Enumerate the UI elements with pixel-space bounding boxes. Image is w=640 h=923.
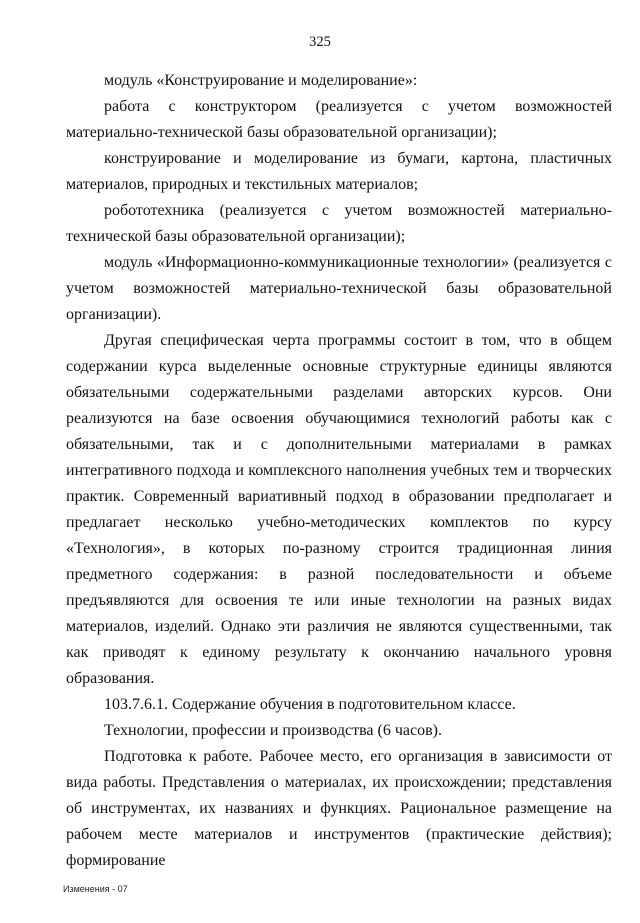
paragraph-program-feature: Другая специфическая черта программы состоит в том, что в общем содержании курса выделенные основные структурные единицы являются обязательными содержательными разделами авторских курсов. Они реализуются на базе освоения обучающимися технологий работы как с обязательными, так и с дополнительными материалами в рамках интегративного подхода и комплексного наполнения учебных тем и творческих практик. Современный вариативный подход в образовании предполагает и предлагает несколько учебно-методических комплектов по курсу «Технология», в которых по-разному строится традиционная линия предметного содержания: в разной последовательности и объеме предъявляются для освоения те или иные технологии на разных видах материалов, изделий. Однако эти различия не являются существенными, так как приводят к единому результату к окончанию начального уровня образования.: [66, 332, 612, 687]
footer-revision-note: Изменения - 07: [63, 884, 128, 894]
paragraph-module-construction: модуль «Конструирование и моделирование»:: [104, 72, 418, 89]
paragraph-work-preparation: Подготовка к работе. Рабочее место, его организация в зависимости от вида работы. Представления о материалах, их происхождении; представления об инструментах, их названиях и функциях. Рациональное размещение на рабочем месте материалов и инструментов (практические действия); формирование: [66, 748, 612, 869]
paragraph-section-heading: 103.7.6.1. Содержание обучения в подготовительном классе.: [104, 696, 516, 713]
paragraph-constructor-work: работа с конструктором (реализуется с учетом возможностей материально-технической базы образовательной организации);: [66, 98, 612, 141]
page-body: [66, 68, 612, 874]
paragraph-topic-heading: Технологии, профессии и производства (6 часов).: [104, 722, 442, 739]
page-number: 325: [309, 34, 331, 50]
paragraph-module-ict: модуль «Информационно-коммуникационные технологии» (реализуется с учетом возможностей материально-технической базы образовательной организации).: [66, 254, 612, 323]
paragraph-robotics: робототехника (реализуется с учетом возможностей материально-технической базы образовательной организации);: [66, 202, 612, 245]
paragraph-paper-modeling: конструирование и моделирование из бумаги, картона, пластичных материалов, природных и текстильных материалов;: [66, 150, 612, 193]
